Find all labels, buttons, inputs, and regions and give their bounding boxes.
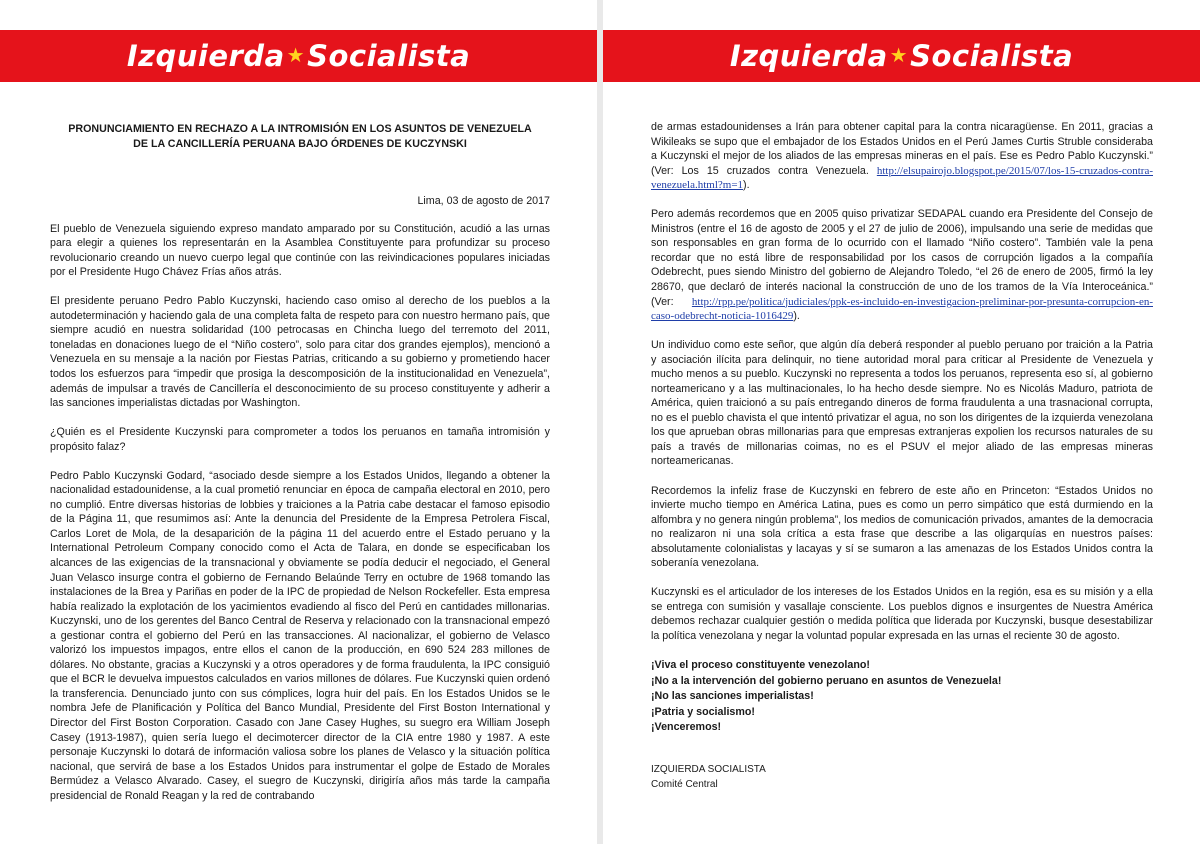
paragraph: Kuczynski es el articulador de los intereses de los Estados Unidos en la región, esa es su misión y a ella se entrega con sumisión y vasallaje consciente. Los pueblos dignos e insurgentes de Nuestra América debemos rechazar cualquier gestión o medida política que liderada por Kuczynski, busque desestabilizar la política venezolana y negar la voluntad popular expresada en las urnas el reciente 30 de agosto. <box>651 586 1153 642</box>
star-icon: ★ <box>286 43 306 67</box>
slogan: ¡No las sanciones imperialistas! <box>651 690 814 702</box>
right-page <box>603 0 1200 844</box>
brand-word-1: Izquierda <box>126 39 285 73</box>
paragraph: El presidente peruano Pedro Pablo Kuczynski, haciendo caso omiso al derecho de los pueblos a la autodeterminación y haciendo gala de una completa falta de respeto para con nuestro hermano país, que siempre acudió en nuestra solidaridad (100 petrocasas en Chincha luego del terremoto del 2011, toneladas en donaciones luego de el “Niño costero”, solo para citar dos grandes ejemplos), mencionó a Venezuela en su mensaje a la nación por Fiestas Patrias, criticando a su gobierno y prometiendo hacer todos los esfuerzos para “impedir que prosiga la descomposición de la institucionalidad en Venezuela”, además de impulsar a través de Cancillería el desconocimiento de su proceso constituyente y adherir a las sanciones imperialistas dictadas por Washington. <box>50 295 550 410</box>
slogans-list <box>651 658 1153 736</box>
paragraph <box>651 120 1153 193</box>
right-page-body <box>651 120 1153 793</box>
header-banner-left <box>0 30 597 82</box>
slogan: ¡No a la intervención del gobierno peruano en asuntos de Venezuela! <box>651 674 1002 687</box>
document-date: Lima, 03 de agosto de 2017 <box>417 195 550 207</box>
rpp-link[interactable]: http://rpp.pe/politica/judiciales/ppk-es-incluido-en-investigacion-preliminar-por-presunta-corrupcion-en-caso-odebrecht-noticia-1016429 <box>651 295 1153 323</box>
paragraph-end: ). <box>743 179 750 192</box>
paragraph: ¿Quién es el Presidente Kuczynski para comprometer a todos los peruanos en tamaña intromisión y propósito falaz? <box>50 426 550 453</box>
brand-word-2: Socialista <box>910 39 1074 73</box>
paragraph-text: Pero además recordemos que en 2005 quiso privatizar SEDAPAL cuando era Presidente del Consejo de Ministros (entre el 16 de agosto de 2005 y el 27 de julio de 2006), impulsando una serie de medidas que son responsables en gran forma de lo ocurrido con el llamado “Niño costero”. También vale la pena recordar que no está libre de responsabilidad por los casos de corrupción ligados a la compañía Odebrecht, pues siendo Ministro del gobierno de Alejandro Toledo, “el 26 de enero de 2005, firmó la ley 28670, que declaró de interés nacional la construcción de uno de los tramos de la Vía Interoceánica.” (Ver: <box>651 208 1153 308</box>
brand-word-2: Socialista <box>307 39 471 73</box>
paragraph: Pedro Pablo Kuczynski Godard, “asociado desde siempre a los Estados Unidos, llegando a obtener la nacionalidad estadounidense, a la cual prometió renunciar en época de campaña electoral en 2010, pero no cumplió. Entre diversas historias de lobbies y traiciones a la Patria cabe destacar el famoso episodio de la Página 11, que resumimos así: Ante la denuncia del Presidente de la Empresa Petrolera Fiscal, Carlos Loret de Mola, de la desaparición de la página 11 del acuerdo entre el Estado peruano y la International Petroleum Company conocido como el Acta de Talara, en donde se especificaban los alcances de las exigencias de la transnacional y obviamente se podía deducir el negociado, el General Juan Velasco insurge contra el gobierno de Fernando Belaúnde Terry en octubre de 1968 tomando las instalaciones de la Brea y Pariñas en poder de la IPC de propiedad de Nelson Rockefeller. Esta empresa había realizado la explotación de los yacimientos evadiendo al fisco del Perú en cantidades millonarias. Kuczynski, uno de los gerentes del Banco Central de Reserva y relacionado con la transnacional empezó a gestionar contra el gobierno del Perú en las transacciones. Al nacionalizar, el gobierno de Velasco valorizó los impuestos impagos, entre ellos el canon de la producción, en 690 524 283 millones de dólares. No obstante, gracias a Kuczynski y a otros operadores y de forma fraudulenta, la IPC consiguió que el BCR le devuelva impuestos calculados en varios millones de dólares. Fue Kuczynski quien ordenó la transferencia. Denunciado junto con sus cómplices, logra huir del país. En los Estados Unidos se le nombra Jefe de Planificación y Política del Banco Mundial, Presidente del First Boston International y Director del First Boston Corporation. Casado con Jane Casey Hughes, su suegro era William Joseph Casey (1913-1987), quien sería luego el decimotercer director de la CIA entre 1980 y 1987. A este personaje Kuczynski lo dotará de información valiosa sobre los planes de Velasco y la situación política nacional, que servirá de base a los Estados Unidos para instrumentar el golpe de Estado de Morales Bermúdez a Velasco Alvarado. Casey, el suegro de Kuczynski, dirigiría años más tarde la campaña presidencial de Ronald Reagan y la red de contrabando <box>50 469 550 802</box>
title-line-1: PRONUNCIAMIENTO EN RECHAZO A LA INTROMISIÓN EN LOS ASUNTOS DE VENEZUELA <box>68 123 532 135</box>
signature-body: Comité Central <box>651 779 718 790</box>
paragraph <box>651 207 1153 323</box>
signature-org: IZQUIERDA SOCIALISTA <box>651 763 766 775</box>
document-title <box>50 122 550 152</box>
header-banner-right <box>603 30 1200 82</box>
title-line-2: DE LA CANCILLERÍA PERUANA BAJO ÓRDENES DE KUCZYNSKI <box>133 138 467 150</box>
brand-logo <box>730 39 1073 73</box>
signature <box>651 762 1153 793</box>
paragraph-end: ). <box>793 310 800 323</box>
paragraph-text: de armas estadounidenses a Irán para obtener capital para la contra nicaragüense. En 2011, gracias a Wikileaks se supo que el embajador de los Estados Unidos en el Perú James Curtis Struble consideraba a Kuczynski el mejor de los aliados de las empresas mineras en el país. Ese es Pedro Pablo Kuczynski.” (Ver: Los 15 cruzados contra Venezuela. <box>651 121 1153 177</box>
paragraph: Recordemos la infeliz frase de Kuczynski en febrero de este año en Princeton: “Estados Unidos no invierte mucho tiempo en América Latina, pues es como un perro simpático que está durmiendo en la alfombra y no genera ningún problema”, los medios de comunicación privados, amantes de la democracia no realizaron ni una sola crítica a esta frase que describe a las oligarquías en nuestros países: absolutamente colonialistas y lacayas y sí se sumaron a las amenazas de los Estados Unidos contra la soberanía venezolana. <box>651 484 1153 570</box>
star-icon: ★ <box>889 43 909 67</box>
slogan: ¡Viva el proceso constituyente venezolano! <box>651 659 870 671</box>
left-page <box>0 0 597 844</box>
brand-logo <box>127 39 470 73</box>
left-page-body <box>50 122 550 803</box>
paragraph: Un individuo como este señor, que algún día deberá responder al pueblo peruano por traición a la Patria y asociación ilícita para delinquir, no tiene autoridad moral para criticar al Presidente de Venezuela y mucho menos a su pueblo. Kuczynski no representa a todos los peruanos, representa eso sí, al gobierno norteamericano y a las multinacionales, lo ha hecho desde siempre. No es Nicolás Maduro, patriota de América, quien traicionó a su país entregando dineros de forma fraudulenta a una trasnacional corrupta, no es el pueblo chavista el que intentó privatizar el agua, no son los dirigentes de la izquierda venezolana los que aprueban obras millonarias para que empresas extranjeras expolien los recursos naturales de su país a través de millonarias coimas, no es el PSUV el mejor aliado de las empresas mineras norteamericanas. <box>651 339 1153 468</box>
brand-word-1: Izquierda <box>729 39 888 73</box>
slogan: ¡Patria y socialismo! <box>651 705 755 718</box>
paragraph: El pueblo de Venezuela siguiendo expreso mandato amparado por su Constitución, acudió a las urnas para elegir a quienes los representarán en la Asamblea Constituyente para profundizar su proceso revolucionario creando un nuevo cuerpo legal que continúe con las reivindicaciones populares iniciadas por el Presidente Hugo Chávez Frías años atrás. <box>50 222 550 279</box>
slogan: ¡Venceremos! <box>651 721 722 733</box>
elsupairojo-link[interactable]: http://elsupairojo.blogspot.pe/2015/07/los-15-cruzados-contra-venezuela.html?m=1 <box>651 164 1153 192</box>
